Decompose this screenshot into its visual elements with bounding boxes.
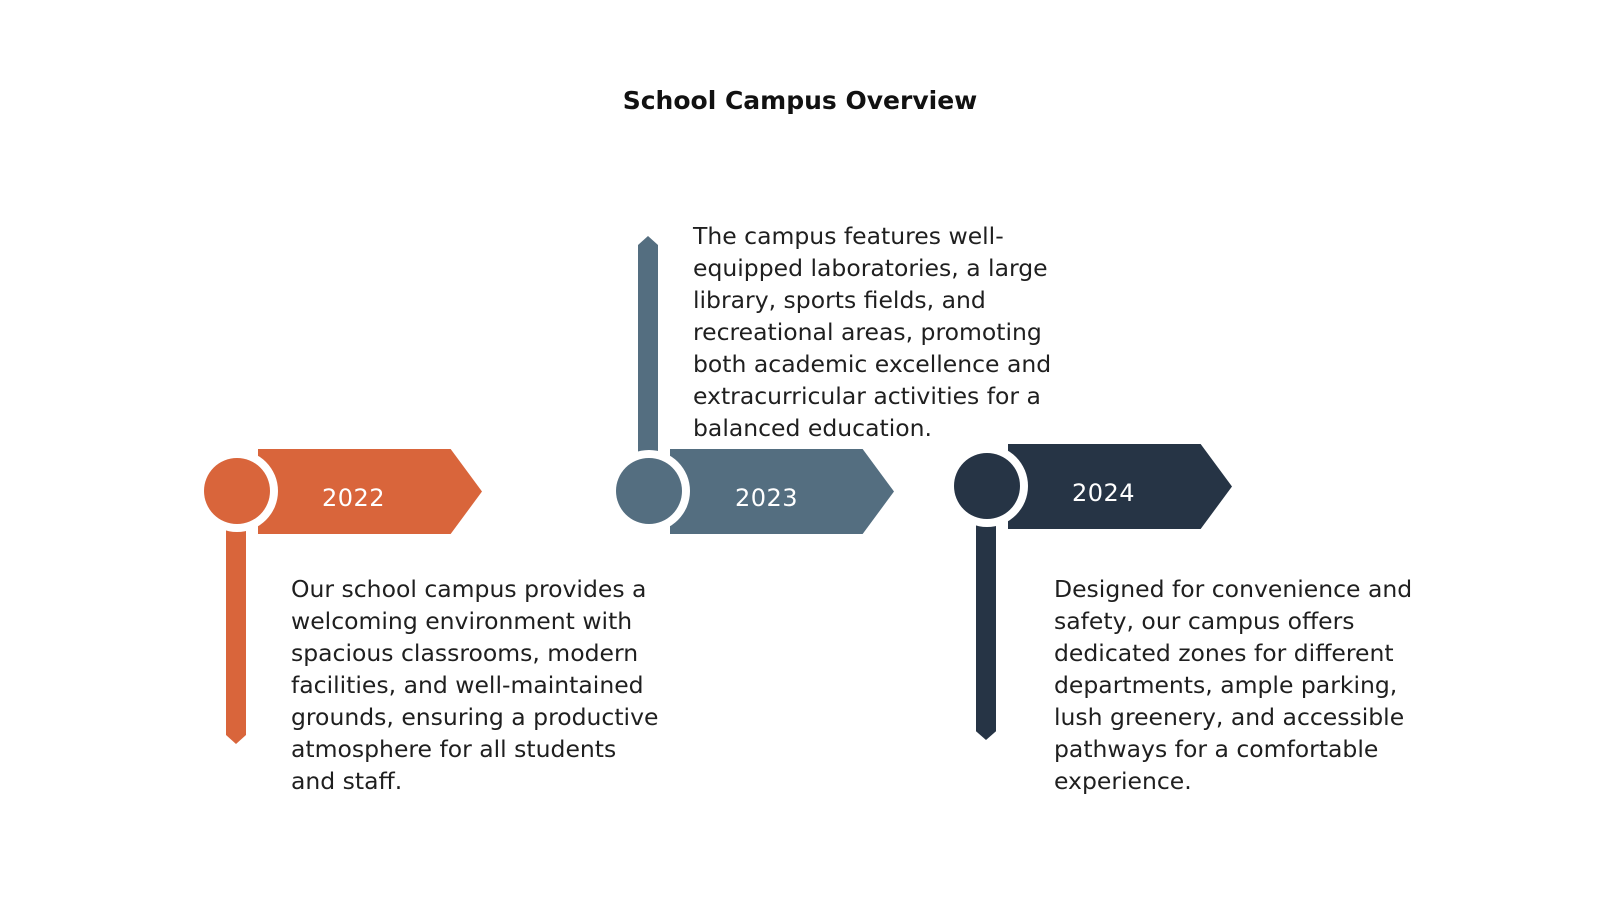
connector-bar-2024	[976, 520, 996, 740]
node-ring-2022	[196, 450, 278, 532]
description-2023: The campus features well-equipped laboratories, a large library, sports fields, and recreational areas, promoting both academic excellence and extracurricular activities for a balanced education.	[693, 222, 1052, 442]
node-ring-2024	[946, 445, 1028, 527]
node-circle-2023	[616, 458, 682, 524]
year-label-2023: 2023	[735, 484, 799, 512]
node-circle-2024	[954, 453, 1020, 519]
description-2022: Our school campus provides a welcoming environment with spacious classrooms, modern facilities, and well-maintained grounds, ensuring a productive atmosphere for all students and staff.	[291, 575, 659, 795]
year-label-2022: 2022	[322, 484, 386, 512]
year-label-2024: 2024	[1072, 479, 1136, 507]
connector-bar-2023	[638, 236, 658, 460]
node-circle-2022	[204, 458, 270, 524]
node-ring-2023	[608, 450, 690, 532]
connector-bar-2022	[226, 520, 246, 744]
diagram-title: School Campus Overview	[622, 86, 978, 115]
description-2024: Designed for convenience and safety, our campus offers dedicated zones for different departments, ample parking, lush greenery, and accessible pathways for a comfortable experience.	[1054, 575, 1413, 795]
